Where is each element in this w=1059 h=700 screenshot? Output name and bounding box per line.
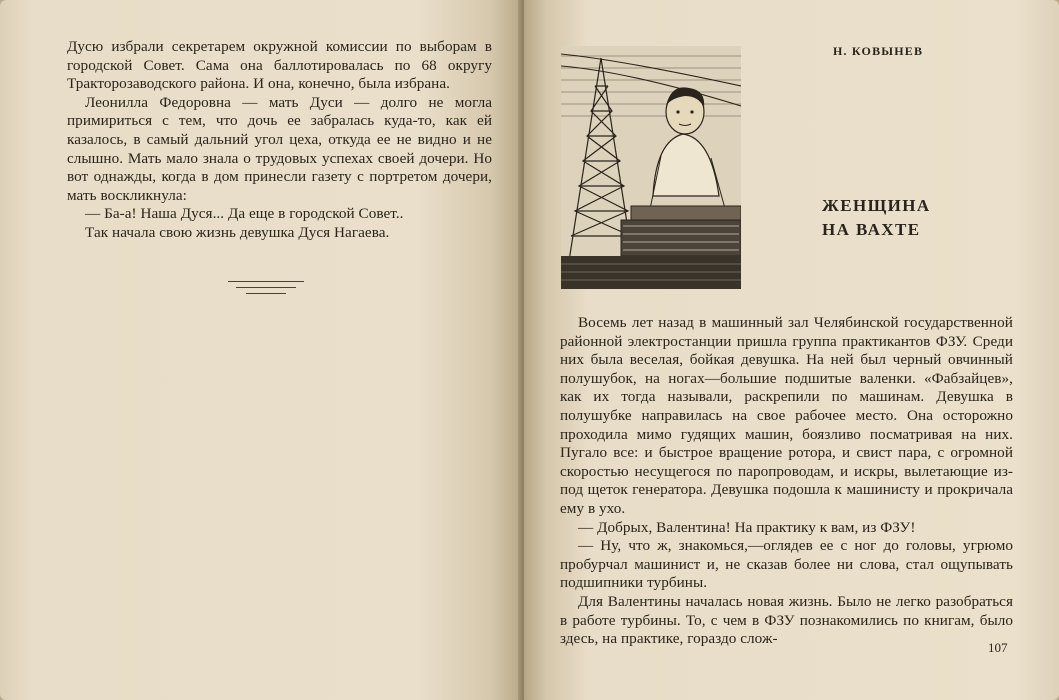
left-page bbox=[0, 0, 522, 700]
right-page-text bbox=[560, 314, 1013, 649]
paragraph: Так начала свою жизнь девушка Дуся Нагаева. bbox=[85, 223, 390, 241]
chapter-title bbox=[822, 194, 931, 242]
left-page-text bbox=[67, 38, 492, 243]
paragraph: — Ба-а! Наша Дуся... Да еще в городской Совет.. bbox=[85, 205, 404, 223]
paragraph: Для Валентины началась новая жизнь. Было не легко разобраться в работе турбины. То, с чем в ФЗУ познакомились по книгам, было здесь, на практике, гораздо слож- bbox=[560, 592, 1013, 648]
paragraph: Дусю избрали секретарем окружной комиссии по выборам в городской Совет. Сама она баллотировалась по 68 округу Тракторозаводского района. И она, конечно, была избрана. bbox=[67, 38, 492, 93]
paragraph: Леонилла Федоровна — мать Дуси — долго не могла примириться с тем, что дочь ее забралась куда-то, как ей казалось, в самый дальний угол цеха, откуда ее не видно и не слышно. Мать мало знала о трудовых успехах своей дочери. Но вот однажды, когда в дом принесли газету с портретом дочери, мать воскликнула: bbox=[67, 93, 492, 204]
paragraph: — Ну, что ж, знакомься,—оглядев ее с ног до головы, угрюмо пробурчал машинист и, не сказав более ни слова, стал ощупывать подшипники турбины. bbox=[560, 537, 1013, 592]
paragraph: Восемь лет назад в машинный зал Челябинской государственной районной электростанции пришла группа практикантов ФЗУ. Среди них была веселая, бойкая девушка. На ней был черный овчинный полушубок, на ногах—большие подшитые валенки. «Фабзайцев», как их тогда называли, раскрепили по машинам. Девушка в полушубке направилась на свое рабочее место. Она осторожно проходила мимо гудящих машин, боязливо посматривая на них. Пугало все: и быстрое вращение ротора, и свист пара, с огромной скоростью несущегося по паропроводам, и искры, вылетающие из-под щеток генератора. Девушка подошла к машинисту и прокричала ему в ухо. bbox=[560, 314, 1013, 517]
section-divider bbox=[228, 281, 304, 282]
section-divider bbox=[236, 287, 296, 288]
title-line: НА ВАХТЕ bbox=[822, 220, 921, 239]
worker-illustration bbox=[561, 46, 741, 289]
paragraph: — Добрых, Валентина! На практику к вам, из ФЗУ! bbox=[578, 518, 916, 536]
section-divider bbox=[246, 293, 286, 294]
page-number: 107 bbox=[988, 640, 1008, 655]
title-line: ЖЕНЩИНА bbox=[822, 196, 931, 215]
author-name: Н. КОВЫНЕВ bbox=[833, 44, 924, 58]
